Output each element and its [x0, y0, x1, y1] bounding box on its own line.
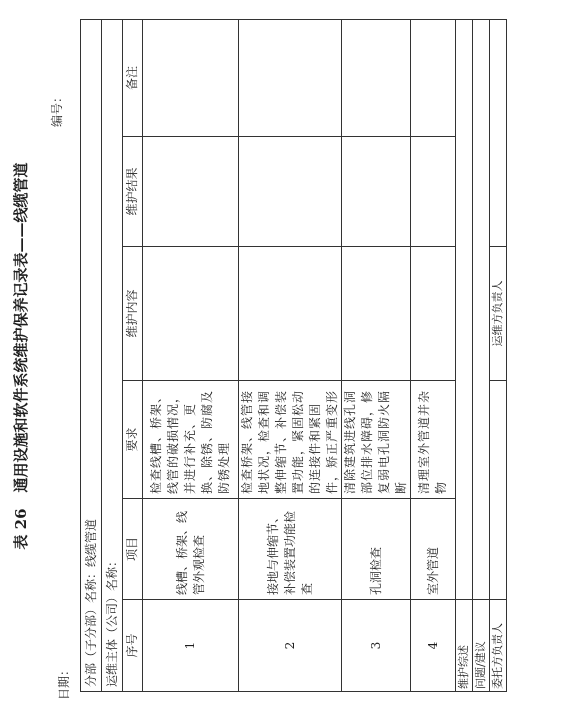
row-requirement: 清除建筑进线孔洞部位排水障碍，修复弱电孔洞防火隔断	[342, 381, 411, 499]
row-item: 孔洞检查	[342, 499, 411, 600]
row-requirement: 清理室外管道并杂物	[411, 381, 456, 499]
row-number: 4	[411, 600, 456, 692]
subdivision-name-row: 分部（子分部）名称：线缆管道	[81, 19, 102, 691]
row-requirement: 检查桥架、线管接地状况，检查和调整伸缩节、补偿装置功能，紧固松动的连接件和紧固件，矫正严重变形	[239, 381, 342, 499]
footer-issues-label: 问题/建议	[473, 600, 490, 692]
row-number: 3	[342, 600, 411, 692]
row-remark-cell	[342, 19, 411, 136]
row-remark-cell	[143, 19, 239, 136]
row-result-cell	[411, 137, 456, 247]
row-item: 室外管道	[411, 499, 456, 600]
number-label: 编号：	[50, 90, 64, 127]
header-yaoqiu: 要求	[123, 381, 143, 499]
title-sub: 线缆管道	[12, 162, 30, 223]
row-content-cell	[143, 247, 239, 381]
row-requirement: 检查线槽、桥架、线管的破损情况，并进行补充、更换、除锈、防腐及防锈处理	[143, 381, 239, 499]
row-content-cell	[342, 247, 411, 381]
footer-summary-label: 维护综述	[456, 600, 473, 692]
operator-company-row: 运维主体（公司）名称：	[102, 19, 123, 691]
table-row	[239, 19, 342, 691]
row-number: 2	[239, 600, 342, 692]
header-jieguo: 维护结果	[123, 137, 143, 247]
row-item: 线槽、桥架、线管外观检查	[143, 499, 239, 600]
header-neirong: 维护内容	[123, 247, 143, 381]
footer-issues-cell	[473, 19, 490, 599]
row-remark-cell	[239, 19, 342, 136]
row-item: 接地与伸缩节、补偿装置功能检查	[239, 499, 342, 600]
row-number: 1	[143, 600, 239, 692]
maintenance-record-table	[80, 19, 507, 692]
footer-client-manager-cell	[490, 381, 507, 600]
footer-client-manager-label: 委托方负责人	[490, 600, 507, 692]
row-result-cell	[143, 137, 239, 247]
row-result-cell	[239, 137, 342, 247]
date-label: 日期：	[57, 663, 71, 700]
footer-operator-manager-cell	[490, 19, 507, 246]
row-content-cell	[411, 247, 456, 381]
header-xiangmu: 项目	[123, 499, 143, 600]
footer-summary-cell	[456, 19, 473, 599]
header-xuhao: 序号	[123, 600, 143, 692]
table-row	[411, 19, 456, 691]
row-result-cell	[342, 137, 411, 247]
table-row	[342, 19, 411, 691]
document-title	[10, 50, 31, 662]
header-beizhu: 备注	[123, 19, 143, 136]
row-remark-cell	[411, 19, 456, 136]
table-number: 表 26	[12, 508, 30, 550]
title-main: 通用设施和软件系统维护保养记录表	[12, 252, 30, 493]
title-dash: ——	[12, 222, 30, 253]
table-row	[143, 19, 239, 691]
row-content-cell	[239, 247, 342, 381]
footer-operator-manager-label: 运维方负责人	[490, 247, 507, 381]
